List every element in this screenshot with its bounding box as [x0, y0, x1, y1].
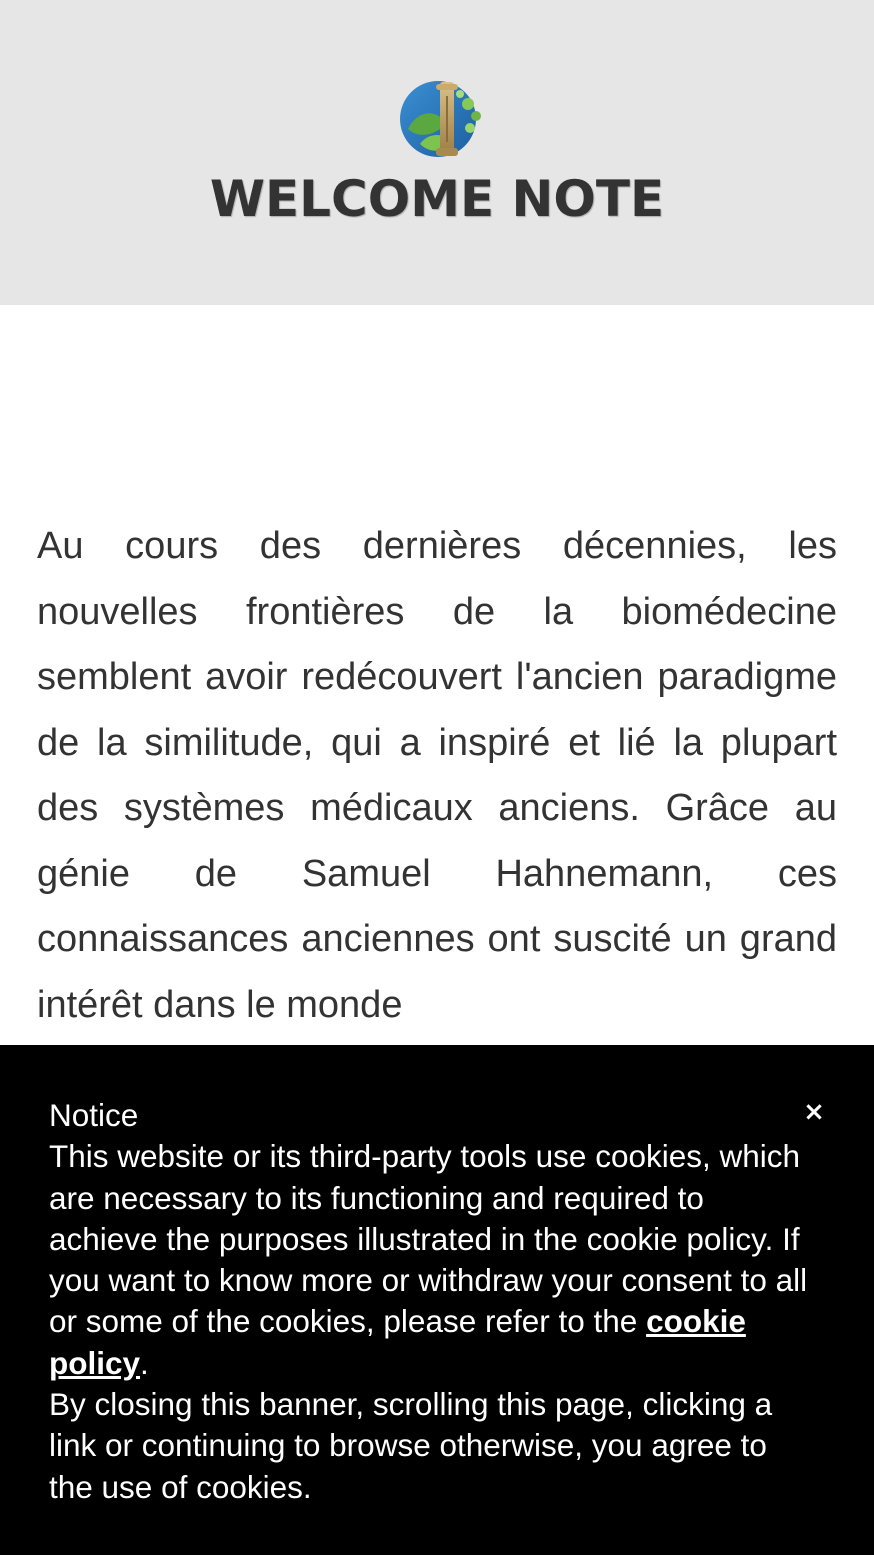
page-header — [0, 0, 874, 305]
cookie-notice-heading: Notice — [49, 1097, 139, 1133]
welcome-paragraph: Au cours des dernières décennies, les nouvelles frontières de la biomédecine semblent avoir redécouvert l'ancien paradigme de la similitude, qui a inspiré et lié la plupart des systèmes médicaux anciens. Grâce au génie de Samuel Hahnemann, ces connaissances anciennes ont suscité un grand intérêt dans le monde — [37, 525, 837, 1026]
cookie-notice-text-after-link: . — [140, 1344, 149, 1381]
cookie-notice-text — [49, 1095, 819, 1508]
cookie-notice-first-paragraph — [49, 1136, 819, 1384]
cookie-notice-second-paragraph: By closing this banner, scrolling this page, clicking a link or continuing to browse otherwise, you agree to the use of cookies. — [49, 1386, 773, 1505]
site-logo-icon[interactable] — [398, 74, 488, 162]
cookie-banner — [0, 1045, 874, 1555]
page-title: WELCOME NOTE — [209, 170, 665, 228]
logo-graphic — [398, 74, 488, 162]
close-icon[interactable]: × — [803, 1097, 825, 1127]
cookie-policy-link[interactable]: cookie policy — [49, 1303, 746, 1381]
main-content — [37, 514, 837, 1074]
cookie-notice-text-before-link: This website or its third-party tools use cookies, which are necessary to its functioning and required to achieve the purposes illustrated in the cookie policy. If you want to know more or withdraw your consent to all or some of the cookies, please refer to the — [49, 1138, 808, 1340]
